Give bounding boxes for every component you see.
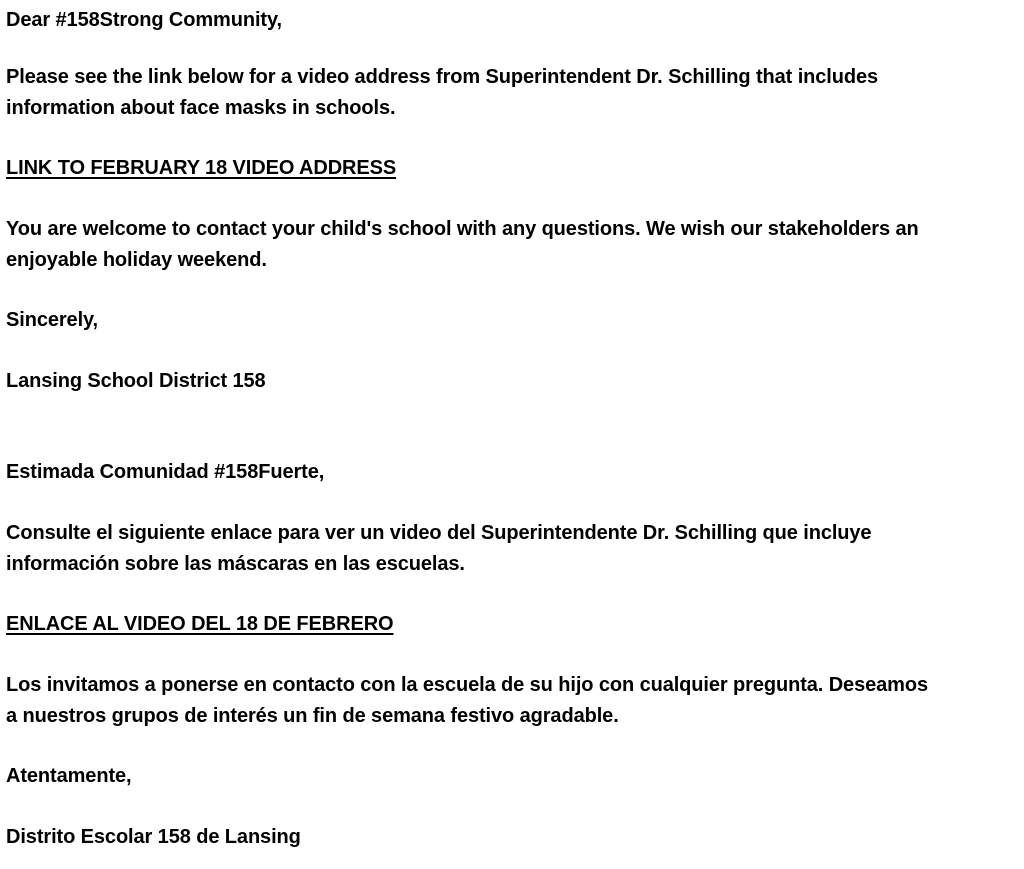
english-closing: Sincerely,	[6, 309, 99, 331]
english-intro-line-1: Please see the link below for a video address from Superintendent Dr. Schilling that includes	[6, 66, 879, 88]
english-intro-paragraph	[6, 62, 1018, 124]
spanish-contact-paragraph	[6, 670, 1018, 732]
english-contact-paragraph	[6, 214, 1018, 276]
spanish-closing: Atentamente,	[6, 765, 132, 787]
spanish-video-link-paragraph	[6, 609, 1018, 640]
english-contact-line-1: You are welcome to contact your child's school with any questions. We wish our stakeholders an	[6, 218, 919, 240]
english-intro-line-2: information about face masks in schools.	[6, 97, 396, 119]
english-greeting: Dear #158Strong Community,	[6, 9, 282, 31]
spanish-video-link[interactable]: ENLACE AL VIDEO DEL 18 DE FEBRERO	[6, 613, 394, 635]
english-video-link[interactable]: LINK TO FEBRUARY 18 VIDEO ADDRESS	[6, 157, 397, 179]
english-contact-line-2: enjoyable holiday weekend.	[6, 249, 267, 271]
spanish-signature: Distrito Escolar 158 de Lansing	[6, 826, 301, 848]
spanish-contact-line-1: Los invitamos a ponerse en contacto con la escuela de su hijo con cualquier pregunta. Deseamos	[6, 674, 928, 696]
spanish-greeting: Estimada Comunidad #158Fuerte,	[6, 461, 325, 483]
spanish-intro-line-1: Consulte el siguiente enlace para ver un video del Superintendente Dr. Schilling que incluye	[6, 522, 872, 544]
english-signature: Lansing School District 158	[6, 370, 266, 392]
english-video-link-paragraph	[6, 153, 1018, 184]
spanish-intro-paragraph	[6, 518, 1018, 580]
spanish-contact-line-2: a nuestros grupos de interés un fin de semana festivo agradable.	[6, 705, 619, 727]
spanish-intro-line-2: información sobre las máscaras en las escuelas.	[6, 553, 465, 575]
